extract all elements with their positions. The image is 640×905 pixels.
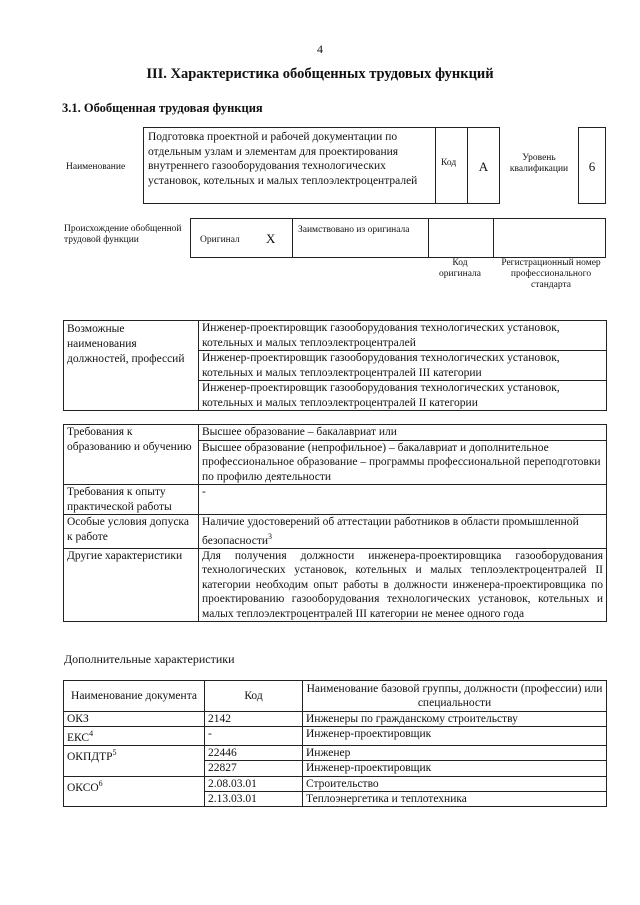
origin-label: Происхождение обобщенной трудовой функции: [64, 224, 182, 245]
experience-value: -: [199, 485, 607, 515]
doc-name: ОКЗ: [67, 713, 89, 725]
group-name-cell: Инженер-проектировщик: [303, 727, 607, 746]
header-document: Наименование документа: [64, 681, 205, 712]
group-name-cell: Теплоэнергетика и теплотехника: [303, 791, 607, 806]
position-line: Инженер-проектировщик газооборудования технологических установок, котельных и малых теплоэлектроцентралей III категории: [199, 351, 606, 381]
other-label: Другие характеристики: [64, 548, 199, 622]
header-group-name: Наименование базовой группы, должности (профессии) или специальности: [303, 681, 607, 712]
section-title: III. Характеристика обобщенных трудовых функций: [146, 66, 494, 82]
original-label: Оригинал: [200, 235, 240, 245]
education-line-2: Высшее образование (непрофильное) – бакалавриат и дополнительное профессиональное образование – программы профессиональной переподготовки по профилю деятельности: [202, 441, 601, 483]
code-label: Код: [441, 158, 457, 168]
positions-table: [63, 320, 607, 411]
code-value: А: [478, 159, 489, 174]
education-line-1: Высшее образование – бакалавриат или: [199, 425, 606, 441]
doc-name: ОКПДТР: [67, 751, 113, 764]
doc-cell: [64, 746, 205, 776]
doc-name: ОКСО: [67, 781, 99, 794]
group-name-cell: Инженер-проектировщик: [303, 761, 607, 776]
experience-label: Требования к опыту практической работы: [64, 485, 199, 515]
doc-cell: [64, 776, 205, 806]
function-name-box: [143, 127, 436, 204]
conditions-value: Наличие удостоверений об аттестации работников в области промышленной безопасности: [202, 516, 579, 547]
code-cell: -: [205, 727, 303, 746]
education-label: Требования к образованию и обучению: [64, 425, 199, 485]
group-name-cell: Инженер: [303, 746, 607, 761]
original-mark: X: [266, 231, 276, 246]
page-number: 4: [317, 42, 323, 56]
origin-divider-1: [292, 218, 293, 258]
additional-table: [63, 680, 607, 807]
position-line: Инженер-проектировщик газооборудования технологических установок, котельных и малых теплоэлектроцентралей II категории: [202, 382, 560, 409]
level-label: Уровень квалификации: [509, 153, 569, 174]
function-name-value: Подготовка проектной и рабочей документации по отдельным узлам и элементам для проектирования внутреннего газооборудования технологических установок, котельных и малых теплоэлектроцентралей: [148, 131, 418, 187]
doc-cell: [64, 712, 205, 727]
doc-cell: [64, 727, 205, 746]
position-line: Инженер-проектировщик газооборудования технологических установок, котельных и малых теплоэлектроцентралей: [199, 321, 606, 351]
code-original-caption: Код оригинала: [439, 258, 481, 279]
origin-row: [190, 218, 606, 258]
code-label-box: [436, 127, 467, 204]
code-cell: 2142: [205, 712, 303, 727]
header-code: Код: [205, 681, 303, 712]
borrowed-label: Заимствовано из оригинала: [298, 225, 410, 235]
group-name-cell: Строительство: [303, 776, 607, 791]
conditions-cell: [199, 515, 607, 549]
origin-divider-3: [493, 218, 494, 258]
additional-title: Дополнительные характеристики: [64, 652, 235, 666]
subsection-title: 3.1. Обобщенная трудовая функция: [62, 101, 263, 115]
footnote-mark: 6: [98, 778, 103, 788]
code-cell: 2.13.03.01: [205, 791, 303, 806]
code-cell: 22446: [205, 746, 303, 761]
code-value-box: [467, 127, 500, 204]
footnote-mark: 4: [89, 729, 94, 739]
requirements-table: [63, 424, 607, 622]
positions-label: Возможные наименования должностей, профессий: [64, 321, 199, 411]
group-name-cell: Инженеры по гражданскому строительству: [303, 712, 607, 727]
other-value: Для получения должности инженера-проектировщика газооборудования технологических установок, котельных и малых теплоэлектроцентралей II категории необходим опыт работы в должности инженера-проектировщика по проектированию газооборудования технологических установок, котельных и малых теплоэлектроцентралей III категории не менее одного года: [199, 548, 607, 622]
code-cell: 22827: [205, 761, 303, 776]
code-cell: 2.08.03.01: [205, 776, 303, 791]
origin-divider-2: [428, 218, 429, 258]
level-value-box: [578, 127, 606, 204]
reg-number-caption: Регистрационный номер профессионального стандарта: [501, 258, 601, 290]
footnote-mark: 5: [112, 748, 117, 758]
conditions-label: Особые условия допуска к работе: [64, 515, 199, 549]
footnote-mark: 3: [268, 531, 273, 541]
doc-name: ЕКС: [67, 732, 90, 745]
level-value: 6: [588, 159, 596, 174]
name-label: Наименование: [66, 162, 126, 172]
